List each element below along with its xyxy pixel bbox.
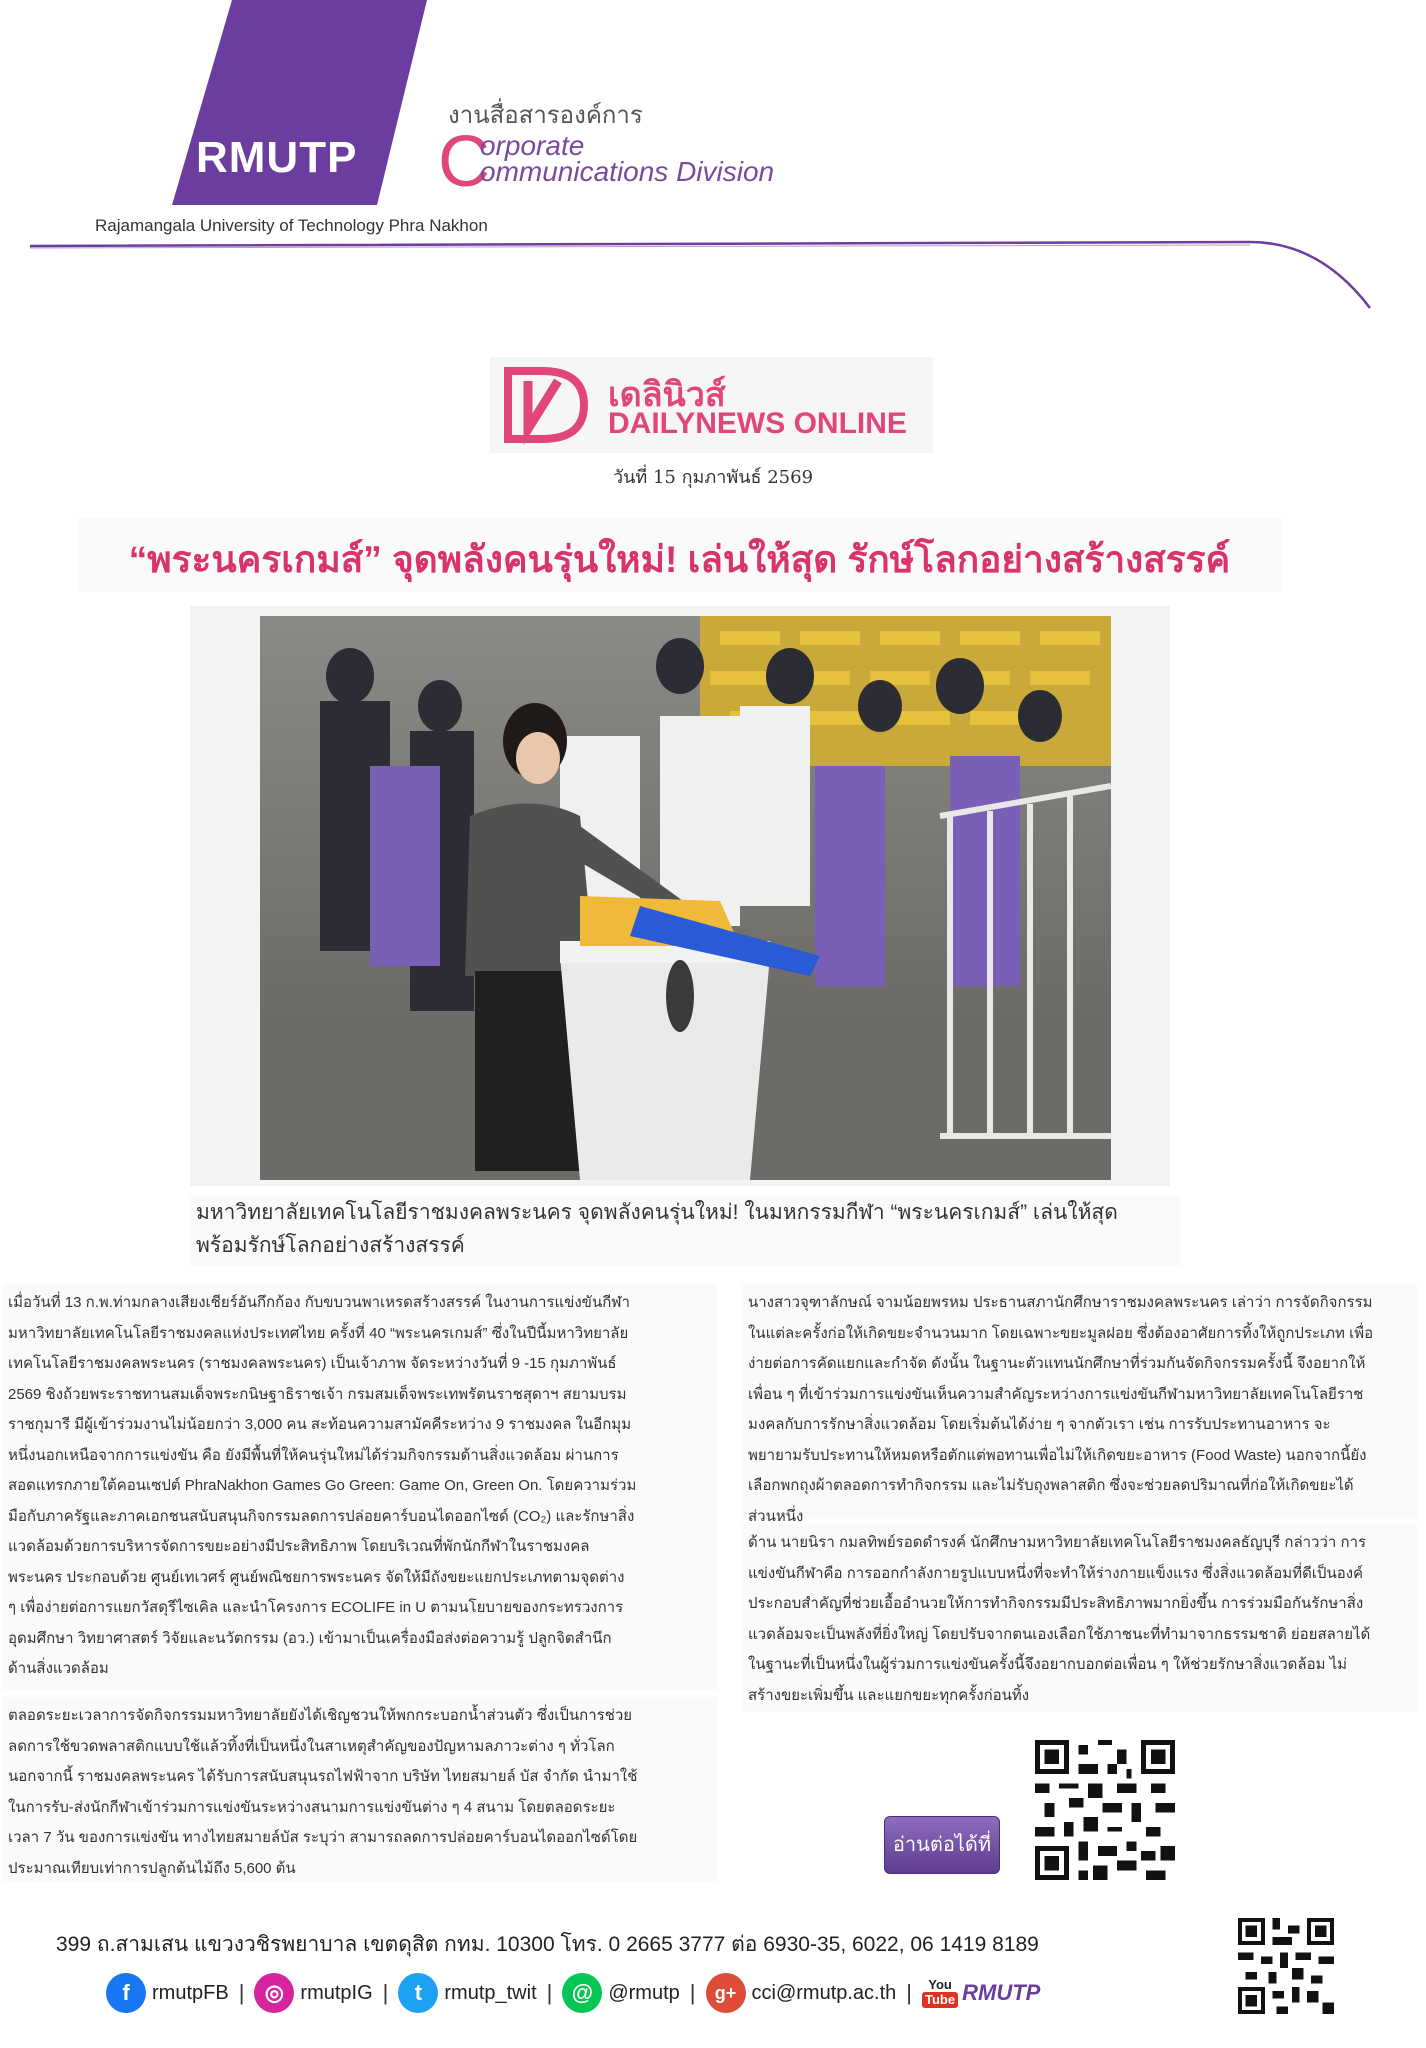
text-line: ตลอดระยะเวลาการจัดกิจกรรมมหาวิทยาลัยยังได้เชิญชวนให้พกกระบอกน้ำส่วนตัว ซึ่งเป็นการช่วย <box>8 1707 633 1724</box>
text-line: นางสาวจุฑาลักษณ์ จามน้อยพรหม ประธานสภานักศึกษาราชมงคลพระนคร เล่าว่า การจัดกิจกรรม <box>748 1294 1373 1311</box>
email-icon: g+ <box>706 1973 746 2013</box>
social-label: @rmutp <box>608 1981 680 2004</box>
photo-caption <box>190 1196 1180 1266</box>
article-right-paragraph-2 <box>742 1524 1417 1712</box>
instagram-icon: ◎ <box>254 1973 294 2013</box>
twitter-icon: t <box>398 1973 438 2013</box>
social-youtube[interactable] <box>922 1978 1040 2008</box>
text-line: อุดมศึกษา วิทยาศาสตร์ วิจัยและนวัตกรรม (อว.) เข้ามาเป็นเครื่องมือส่งต่อความรู้ ปลูกจิตสำนึก <box>8 1629 612 1647</box>
division-line-2: ommunications Division <box>480 156 775 187</box>
separator: | <box>546 1980 553 2005</box>
social-label: rmutpFB <box>152 1981 229 2004</box>
letterhead <box>0 0 1426 325</box>
text-line: เวลา 7 วัน ของการแข่งขัน ทางไทยสมายล์บัส ระบุว่า สามารถลดการปล่อยคาร์บอนไดออกไซด์โดย <box>8 1829 638 1846</box>
text-line: ง่ายต่อการคัดแยกและกำจัด ดังนั้น ในฐานะตัวแทนนักศึกษาที่ร่วมกันจัดกิจกรรมครั้งนี้ จึงอยากให้ <box>748 1355 1366 1372</box>
text-line: เลือกพกถุงผ้าตลอดการทำกิจกรรม และไม่รับถุงพลาสติก ซึ่งจะช่วยลดปริมาณที่ก่อให้เกิดขยะได้ <box>748 1477 1354 1494</box>
header-swoosh <box>0 228 1426 318</box>
social-label: cci@rmutp.ac.th <box>751 1981 897 2004</box>
social-instagram[interactable] <box>254 1973 372 2013</box>
text-line: พระนคร ประกอบด้วย ศูนย์เทเวศร์ ศูนย์พณิชยการพระนคร จัดให้มีถังขยะแยกประเภทตามจุดต่าง <box>8 1568 625 1586</box>
logo-text: RMUTP <box>196 133 358 182</box>
separator: | <box>238 1980 245 2005</box>
text-line: สอดแทรกภายใต้คอนเซปต์ PhraNakhon Games Go Green: Game On, Green On. โดยความร่วม <box>8 1477 637 1494</box>
text-line: แวดล้อมจะเป็นพลังที่ยิ่งใหญ่ โดยปรับจากตนเองเลือกใช้ภาชนะที่ทำมาจากธรรมชาติ ย่อยสลายได้ <box>748 1625 1371 1643</box>
text-line: หนึ่งนอกเหนือจากการแข่งขัน คือ ยังมีพื้นที่ให้คนรุ่นใหม่ได้ร่วมกิจกรรมด้านสิ่งแวดล้อม ผ่านการ <box>8 1446 619 1464</box>
text-line: ด้าน นายนิรา กมลทิพย์รอดดำรงค์ นักศึกษามหาวิทยาลัยเทคโนโลยีราชมงคลธัญบุรี กล่าวว่า การ <box>748 1534 1367 1551</box>
separator: | <box>689 1980 696 2005</box>
text-line: มือกับภาครัฐและภาคเอกชนสนับสนุนกิจกรรมลดการปล่อยคาร์บอนไดออกไซด์ (CO₂) และรักษาสิ่ง <box>8 1507 635 1525</box>
social-label: rmutpIG <box>300 1981 373 2004</box>
youtube-tube: Tube <box>922 1992 958 2008</box>
division-thai-name: งานสื่อสารองค์การ <box>448 102 643 129</box>
dailynews-eng: DAILYNEWS ONLINE <box>608 407 907 440</box>
footer-address: 399 ถ.สามเสน แขวงวชิรพยาบาล เขตดุสิต กทม. 10300 โทร. 0 2665 3777 ต่อ 6930-35, 6022, 06 1419 8189 <box>56 1933 1039 1956</box>
text-line: ราชกุมารี มีผู้เข้าร่วมงานไม่น้อยกว่า 3,000 คน สะท้อนความสามัคคีระหว่าง 9 ราชมงคล ในอีกมุม <box>8 1416 632 1433</box>
youtube-brand: RMUTP <box>962 1980 1041 2005</box>
separator: | <box>906 1980 913 2005</box>
headline-box <box>78 518 1281 592</box>
social-label: rmutp_twit <box>444 1981 537 2004</box>
social-facebook[interactable] <box>106 1973 229 2013</box>
article-qr-code-icon[interactable] <box>1035 1740 1175 1880</box>
article-right-paragraph-1 <box>742 1284 1417 1525</box>
text-line: ประมาณเทียบเท่าการปลูกต้นไม้ถึง 5,600 ต้น <box>8 1859 296 1877</box>
photo-frame <box>190 606 1170 1186</box>
caption-line-1: มหาวิทยาลัยเทคโนโลยีราชมงคลพระนคร จุดพลังคนรุ่นใหม่! ในมหกรรมกีฬา “พระนครเกมส์” เล่นให้สุด <box>196 1201 1118 1224</box>
text-line: นอกจากนี้ ราชมงคลพระนคร ได้รับการสนับสนุนรถไฟฟ้าจาก บริษัท ไทยสมายล์ บัส จำกัด นำมาใช้ <box>8 1768 638 1785</box>
text-line: ๆ เพื่อง่ายต่อการแยกวัสดุรีไซเคิล และนำโครงการ ECOLIFE in U ตามนโยบายของกระทรวงการ <box>8 1599 624 1616</box>
text-line: เมื่อวันที่ 13 ก.พ.ท่ามกลางเสียงเชียร์อันกึกก้อง กับขบวนพาเหรดสร้างสรรค์ ในงานการแข่งขันกีฬา <box>8 1294 630 1311</box>
social-email[interactable] <box>706 1973 897 2013</box>
dailynews-logo <box>490 357 933 453</box>
text-line: ในแต่ละครั้งก่อให้เกิดขยะจำนวนมาก โดยเฉพาะขยะมูลฝอย ซึ่งต้องอาศัยการทิ้งให้ถูกประเภท เพื่อ <box>748 1324 1374 1342</box>
text-line: แข่งขันกีฬาคือ การออกกำลังกายรูปแบบหนึ่งที่จะทำให้ร่างกายแข็งแรง ซึ่งสิ่งแวดล้อมที่ดีเป็นองค์ <box>748 1564 1364 1582</box>
headline: “พระนครเกมส์” จุดพลังคนรุ่นใหม่! เล่นให้สุด รักษ์โลกอย่างสร้างสรรค์ <box>128 539 1231 580</box>
dailynews-d-icon <box>498 365 594 445</box>
text-line: ประกอบสำคัญที่ช่วยเอื้ออำนวยให้การทำกิจกรรมมีประสิทธิภาพมากยิ่งขึ้น การร่วมมือกันรักษาสิ่ง <box>748 1595 1364 1612</box>
line-icon: @ <box>562 1973 602 2013</box>
text-line: ส่วนหนึ่ง <box>748 1507 804 1525</box>
caption-line-2: พร้อมรักษ์โลกอย่างสร้างสรรค์ <box>196 1234 465 1257</box>
facebook-icon: f <box>106 1973 146 2013</box>
separator: | <box>382 1980 389 2005</box>
division-line-1: orporate <box>480 130 585 161</box>
division-c-letter: C <box>438 122 490 202</box>
text-line: สร้างขยะเพิ่มขึ้น และแยกขยะทุกครั้งก่อนทิ้ง <box>748 1686 1030 1704</box>
text-line: เทคโนโลยีราชมงคลพระนคร (ราชมงคลพระนคร) เป็นเจ้าภาพ จัดระหว่างวันที่ 9 -15 กุมภาพันธ์ <box>8 1355 617 1372</box>
text-line: แวดล้อมด้วยการบริหารจัดการขยะอย่างมีประสิทธิภาพ โดยบริเวณที่พักนักกีฬาในราชมงคล <box>8 1538 590 1555</box>
read-more-button[interactable]: อ่านต่อได้ที่ <box>884 1816 1000 1874</box>
youtube-icon <box>922 1978 958 2008</box>
social-line[interactable] <box>562 1973 679 2013</box>
footer-qr-code-icon[interactable] <box>1238 1918 1334 2014</box>
youtube-you: You <box>928 1977 952 1992</box>
university-name: Rajamangala University of Technology Phra Nakhon <box>95 216 488 235</box>
text-line: เพื่อน ๆ ที่เข้าร่วมการแข่งขันเห็นความสำคัญระหว่างการแข่งขันกีฬามหาวิทยาลัยเทคโนโลยีราช <box>748 1385 1364 1403</box>
event-photo <box>260 616 1111 1180</box>
social-links <box>106 1970 1040 2016</box>
text-line: ในฐานะที่เป็นหนึ่งในผู้ร่วมการแข่งขันครั้งนี้จึงอยากบอกต่อเพื่อน ๆ ให้ช่วยรักษาสิ่งแวดล้อม ไม่ <box>748 1656 1348 1673</box>
article-left-paragraph-1 <box>2 1284 717 1690</box>
text-line: มหาวิทยาลัยเทคโนโลยีราชมงคลแห่งประเทศไทย ครั้งที่ 40 “พระนครเกมส์” ซึ่งในปีนี้มหาวิทยาลัย <box>8 1324 629 1342</box>
publish-date: วันที่ 15 กุมภาพันธ์ 2569 <box>612 467 814 488</box>
text-line: มงคลกับการรักษาสิ่งแวดล้อม โดยเริ่มต้นได้ง่าย ๆ จากตัวเรา เช่น การรับประทานอาหาร จะ <box>748 1416 1331 1433</box>
text-line: ลดการใช้ขวดพลาสติกแบบใช้แล้วทิ้งที่เป็นหนึ่งในสาเหตุสำคัญของปัญหามลภาวะต่าง ๆ ทั่วโลก <box>8 1737 615 1755</box>
text-line: ด้านสิ่งแวดล้อม <box>8 1660 109 1677</box>
article-left-paragraph-2 <box>2 1697 717 1882</box>
text-line: พยายามรับประทานให้หมดหรือตักแต่พอทานเพื่อไม่ให้เกิดขยะอาหาร (Food Waste) นอกจากนี้ยัง <box>748 1446 1367 1464</box>
dailynews-thai: เดลินิวส์ <box>608 376 726 414</box>
text-line: 2569 ชิงถ้วยพระราชทานสมเด็จพระกนิษฐาธิราชเจ้า กรมสมเด็จพระเทพรัตนราชสุดาฯ สยามบรม <box>8 1385 627 1403</box>
text-line: ในการรับ-ส่งนักกีฬาเข้าร่วมการแข่งขันระหว่างสนามการแข่งขันต่าง ๆ 4 สนาม โดยตลอดระยะ <box>8 1798 616 1816</box>
social-twitter[interactable] <box>398 1973 536 2013</box>
